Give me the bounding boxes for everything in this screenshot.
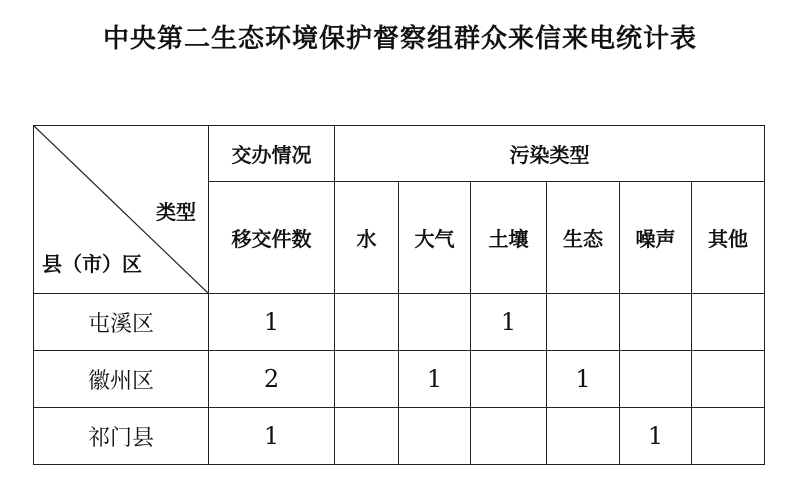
value-cell bbox=[620, 294, 692, 351]
count-cell: 1 bbox=[209, 294, 335, 351]
type-label: 类型 bbox=[156, 200, 196, 224]
table-row bbox=[34, 351, 765, 408]
county-cell: 屯溪区 bbox=[34, 294, 209, 351]
county-cell: 徽州区 bbox=[34, 351, 209, 408]
type-header-air: 大气 bbox=[399, 182, 471, 294]
count-cell: 2 bbox=[209, 351, 335, 408]
diagonal-header-cell bbox=[34, 126, 209, 294]
value-cell bbox=[620, 351, 692, 408]
statistics-table bbox=[33, 125, 765, 465]
type-header-noise: 噪声 bbox=[620, 182, 692, 294]
pollution-type-header: 污染类型 bbox=[335, 126, 765, 182]
value-cell bbox=[335, 408, 399, 465]
value-cell bbox=[471, 408, 547, 465]
type-header-other: 其他 bbox=[692, 182, 765, 294]
transfer-count-header: 移交件数 bbox=[209, 182, 335, 294]
value-cell bbox=[399, 294, 471, 351]
county-cell: 祁门县 bbox=[34, 408, 209, 465]
value-cell: 1 bbox=[399, 351, 471, 408]
value-cell bbox=[547, 294, 620, 351]
value-cell bbox=[335, 294, 399, 351]
county-label: 县（市）区 bbox=[42, 252, 142, 276]
type-header-soil: 土壤 bbox=[471, 182, 547, 294]
value-cell: 1 bbox=[620, 408, 692, 465]
value-cell bbox=[335, 351, 399, 408]
handover-status-header: 交办情况 bbox=[209, 126, 335, 182]
value-cell bbox=[471, 351, 547, 408]
type-header-ecology: 生态 bbox=[547, 182, 620, 294]
table-row bbox=[34, 294, 765, 351]
page-title: 中央第二生态环境保护督察组群众来信来电统计表 bbox=[102, 24, 697, 54]
value-cell: 1 bbox=[471, 294, 547, 351]
value-cell bbox=[692, 294, 765, 351]
type-header-water: 水 bbox=[335, 182, 399, 294]
value-cell bbox=[547, 408, 620, 465]
table-row bbox=[34, 408, 765, 465]
value-cell: 1 bbox=[547, 351, 620, 408]
count-cell: 1 bbox=[209, 408, 335, 465]
value-cell bbox=[692, 351, 765, 408]
value-cell bbox=[399, 408, 471, 465]
header-row-1 bbox=[34, 126, 765, 182]
value-cell bbox=[692, 408, 765, 465]
